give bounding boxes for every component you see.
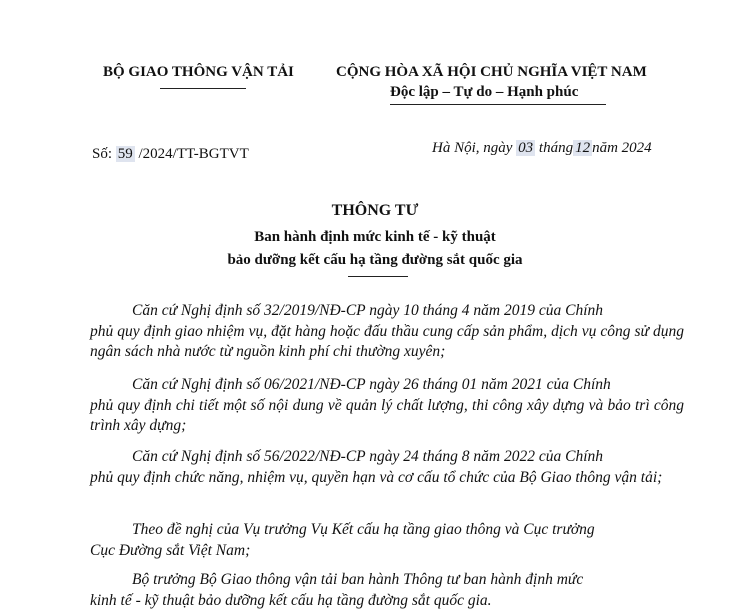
preamble-paragraph (90, 375, 684, 437)
paragraph-continuation: Cục Đường sắt Việt Nam; (90, 541, 251, 559)
dateline-year: năm 2024 (592, 140, 652, 156)
paragraph-first-line: Căn cứ Nghị định số 56/2022/NĐ-CP ngày 24 tháng 8 năm 2022 của Chính (132, 448, 604, 465)
ministry-underline (160, 88, 246, 89)
subject-line-1: Ban hành định mức kinh tế - kỹ thuật (254, 229, 496, 245)
dateline-month: 12 (575, 140, 591, 156)
paragraph-continuation: phủ quy định chức năng, nhiệm vụ, quyền hạn và cơ cấu tổ chức của Bộ Giao thông vận tải; (90, 468, 663, 486)
preamble-paragraph (90, 570, 684, 611)
document-number (92, 146, 249, 163)
paragraph-continuation: phủ quy định chi tiết một số nội dung về quản lý chất lượng, thi công xây dựng và bảo trì công trình xây dựng; (90, 396, 684, 434)
document-number-prefix: Số: (92, 146, 113, 162)
document-number-value: 59 (117, 146, 133, 162)
document-type-title: THÔNG TƯ (331, 202, 419, 219)
paragraph-first-line: Căn cứ Nghị định số 06/2021/NĐ-CP ngày 26 tháng 01 năm 2021 của Chính (132, 376, 611, 393)
preamble-paragraph (90, 447, 684, 488)
paragraph-continuation: kinh tế - kỹ thuật bảo dưỡng kết cấu hạ tầng đường sắt quốc gia. (90, 591, 492, 609)
document-number-suffix: /2024/TT-BGTVT (138, 146, 249, 162)
preamble-paragraph (90, 520, 684, 561)
country-name: CỘNG HÒA XÃ HỘI CHỦ NGHĨA VIỆT NAM (336, 64, 647, 80)
dateline-month-word: tháng (538, 140, 574, 156)
national-motto: Độc lập – Tự do – Hạnh phúc (390, 84, 579, 100)
paragraph-first-line: Bộ trưởng Bộ Giao thông vận tải ban hành Thông tư ban hành định mức (132, 571, 584, 588)
subject-underline (348, 276, 408, 277)
motto-underline (390, 104, 606, 105)
ministry-name: BỘ GIAO THÔNG VẬN TẢI (103, 64, 294, 80)
paragraph-continuation: phủ quy định giao nhiệm vụ, đặt hàng hoặc đấu thầu cung cấp sản phẩm, dịch vụ công sử dụng ngân sách nhà nước từ nguồn kinh phí chi thường xuyên; (90, 322, 684, 360)
dateline-day: 03 (518, 140, 534, 156)
paragraph-first-line: Theo đề nghị của Vụ trưởng Vụ Kết cấu hạ tầng giao thông và Cục trưởng (132, 521, 595, 538)
subject-line-2: bảo dưỡng kết cấu hạ tầng đường sắt quốc gia (227, 252, 523, 268)
dateline (432, 140, 652, 157)
dateline-place: Hà Nội, ngày (432, 140, 513, 156)
paragraph-first-line: Căn cứ Nghị định số 32/2019/NĐ-CP ngày 10 tháng 4 năm 2019 của Chính (132, 302, 604, 319)
preamble-paragraph (90, 301, 684, 363)
